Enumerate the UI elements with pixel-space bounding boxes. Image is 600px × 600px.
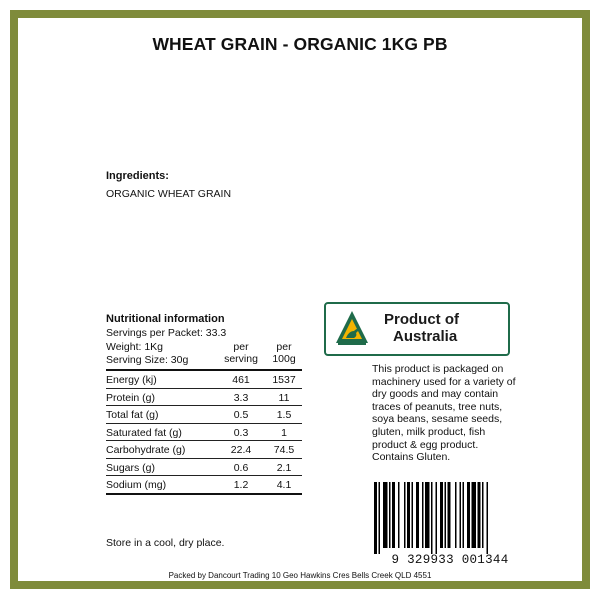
ingredients-text: ORGANIC WHEAT GRAIN [106,188,232,200]
per-serving-value: 1.2 [233,479,249,491]
product-title: WHEAT GRAIN - ORGANIC 1KG PB [152,34,448,54]
nutrition-row [106,371,302,389]
nutrition-row [106,459,302,477]
per-serving-value: 461 [232,374,250,386]
label-frame [10,10,590,589]
per-serving-header: per serving [224,341,258,365]
nutrition-header [106,341,302,367]
badge-line-2: Australia [393,328,458,345]
per-100g-value: 1537 [272,374,296,386]
nutrient-name: Protein (g) [106,391,156,404]
per-100g-header: per 100g [272,341,296,365]
storage-instructions: Store in a cool, dry place. [106,537,225,549]
per-100g-value: 74.5 [273,444,295,456]
allergen-statement: This product is packaged on machinery used for a variety of dry goods and may contain traces of peanuts, tree nuts, soya beans, sesame seeds, gluten, milk product, fish product & egg product. Contains Gluten. [372,363,516,464]
per-serving-value: 0.5 [233,409,249,421]
badge-text [384,311,459,345]
kangaroo-triangle-icon [334,309,370,347]
nutrition-row [106,441,302,459]
per-serving-value: 0.3 [233,426,249,439]
nutrition-row [106,389,302,407]
nutrition-rows [106,371,302,495]
per-100g-value: 1 [281,426,287,439]
nutrient-name: Saturated fat (g) [106,426,182,439]
nutrient-name: Carbohydrate (g) [106,444,186,456]
per-100g-value: 2.1 [276,461,292,474]
packed-by: Packed by Dancourt Trading 10 Geo Hawkins Cres Bells Creek QLD 4551 [168,571,432,580]
nutrition-row [106,424,302,442]
nutrition-row [106,406,302,424]
per-100g-value: 11 [278,391,290,404]
per-serving-value: 0.6 [233,461,249,474]
nutrition-panel [106,313,302,495]
nutrient-name: Sodium (mg) [106,479,167,491]
badge-line-1: Product of [384,311,459,328]
nutrient-name: Sugars (g) [106,461,156,474]
per-serving-value: 22.4 [230,444,252,456]
per-100g-value: 1.5 [276,409,292,421]
barcode [370,482,530,554]
per-serving-value: 3.3 [233,391,249,404]
product-of-australia-badge [324,302,510,356]
servings-per-packet: Servings per Packet: 33.3 [106,327,227,339]
serving-size-text: Serving Size: 30g [106,354,189,366]
nutrient-name: Total fat (g) [106,409,159,421]
weight-text: Weight: 1Kg [106,341,164,353]
per-100g-value: 4.1 [276,479,292,491]
nutrition-heading: Nutritional information [106,313,225,325]
barcode-number: 9 329933 001344 [391,553,509,567]
nutrition-row [106,476,302,495]
ingredients-heading: Ingredients: [106,170,169,182]
nutrient-name: Energy (kj) [106,374,157,386]
